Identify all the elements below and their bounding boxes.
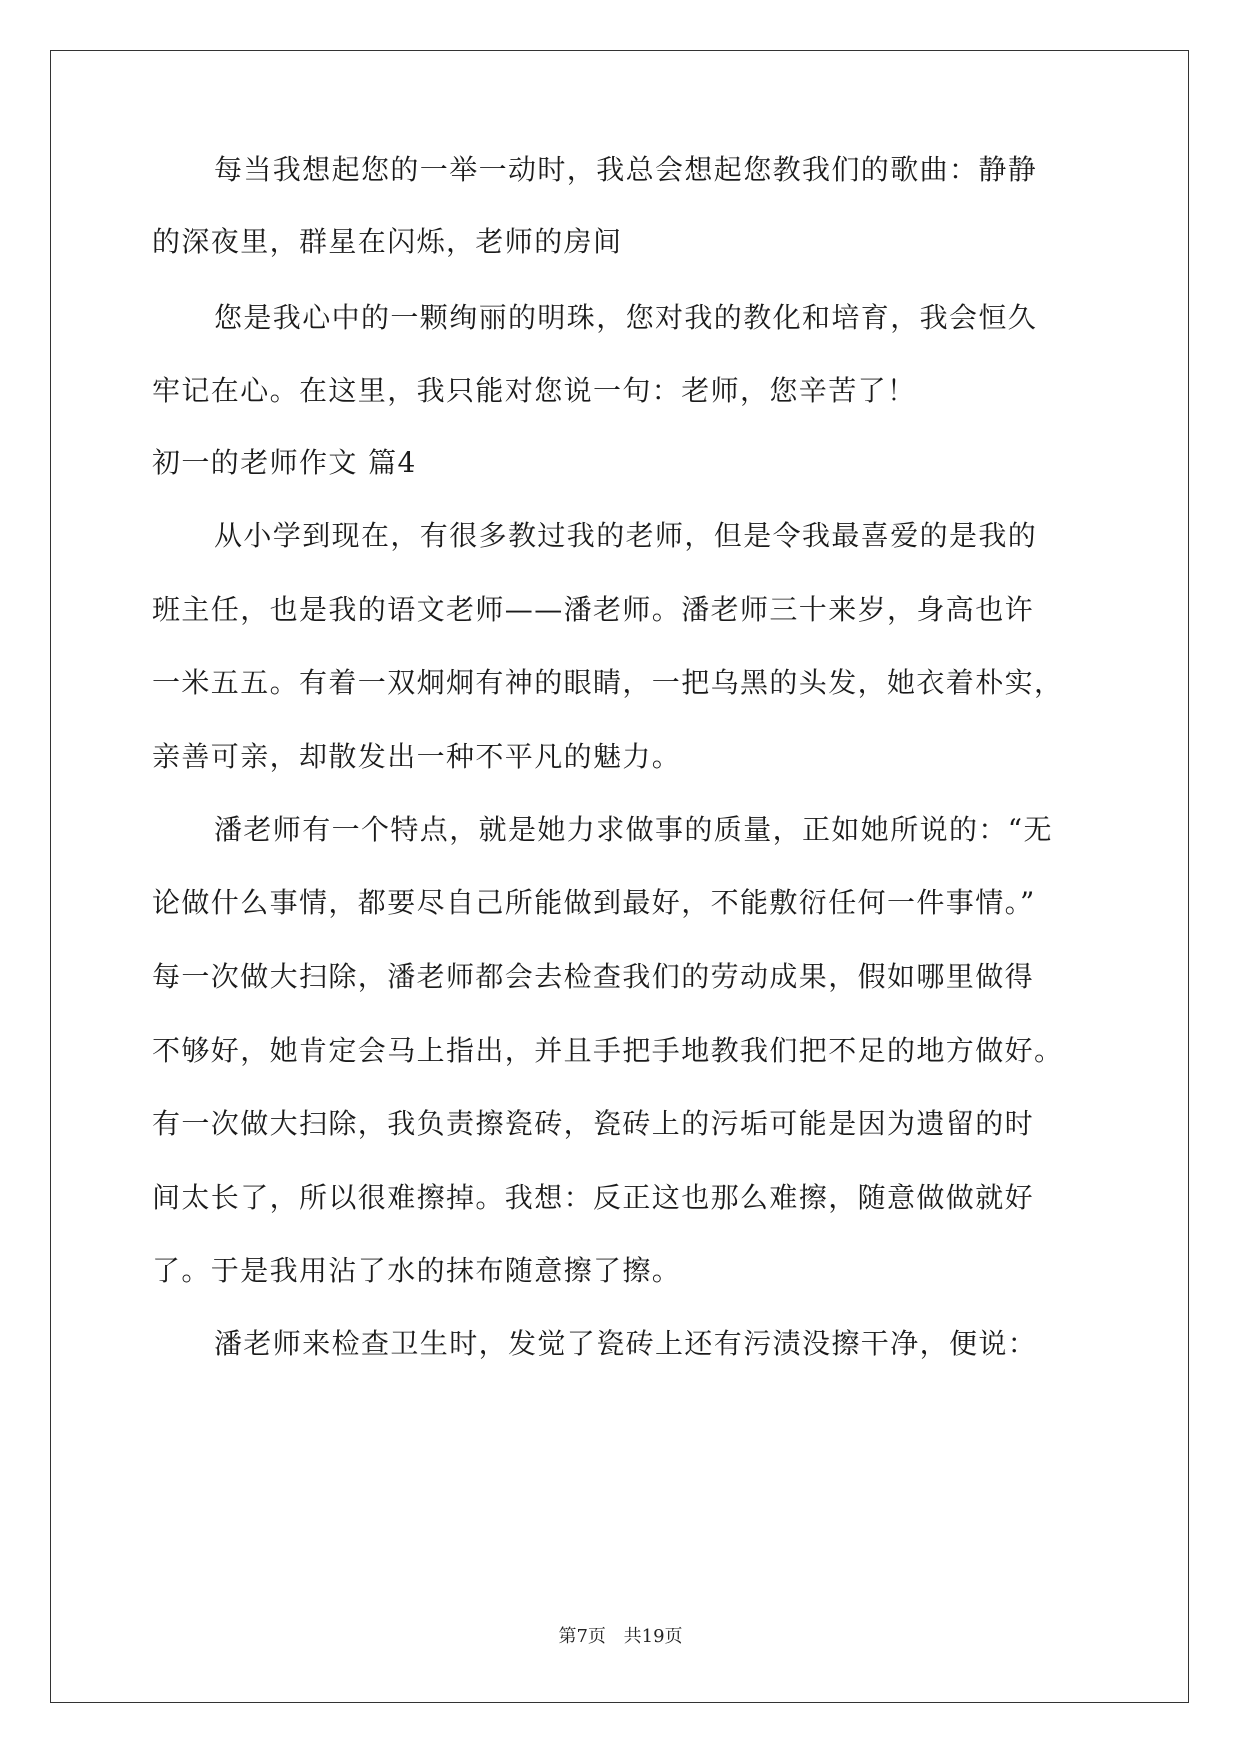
paragraph-line: 潘老师来检查卫生时，发觉了瓷砖上还有污渍没擦干净，便说： — [214, 1327, 1038, 1360]
paragraph-line: 不够好，她肯定会马上指出，并且手把手地教我们把不足的地方做好。 — [152, 1034, 1064, 1067]
paragraph-line: 一米五五。有着一双炯炯有神的眼睛，一把乌黑的头发，她衣着朴实， — [152, 666, 1064, 699]
paragraph-line: 班主任，也是我的语文老师——潘老师。潘老师三十来岁，身高也许 — [152, 593, 1035, 626]
paragraph-line: 每一次做大扫除，潘老师都会去检查我们的劳动成果，假如哪里做得 — [152, 960, 1035, 993]
paragraph-line: 从小学到现在，有很多教过我的老师，但是令我最喜爱的是我的 — [214, 519, 1038, 552]
paragraph-line: 间太长了，所以很难擦掉。我想：反正这也那么难擦，随意做做就好 — [152, 1181, 1035, 1214]
paragraph-line: 牢记在心。在这里，我只能对您说一句：老师，您辛苦了！ — [152, 374, 917, 407]
page-footer — [0, 1625, 1241, 1649]
section-heading: 初一的老师作文 篇4 — [152, 446, 417, 479]
paragraph-line: 有一次做大扫除，我负责擦瓷砖，瓷砖上的污垢可能是因为遗留的时 — [152, 1107, 1035, 1140]
paragraph-line: 亲善可亲，却散发出一种不平凡的魅力。 — [152, 740, 682, 773]
paragraph-line: 您是我心中的一颗绚丽的明珠，您对我的教化和培育，我会恒久 — [214, 301, 1038, 334]
paragraph-line: 的深夜里，群星在闪烁，老师的房间 — [152, 225, 623, 258]
page-total: 共19页 — [623, 1626, 683, 1647]
page-number: 第7页 — [558, 1626, 606, 1647]
paragraph-line: 了。于是我用沾了水的抹布随意擦了擦。 — [152, 1254, 682, 1287]
paragraph-line: 论做什么事情，都要尽自己所能做到最好，不能敷衍任何一件事情。” — [152, 886, 1036, 919]
paragraph-line: 每当我想起您的一举一动时，我总会想起您教我们的歌曲：静静 — [214, 153, 1038, 186]
paragraph-line: 潘老师有一个特点，就是她力求做事的质量，正如她所说的：“无 — [214, 813, 1053, 846]
